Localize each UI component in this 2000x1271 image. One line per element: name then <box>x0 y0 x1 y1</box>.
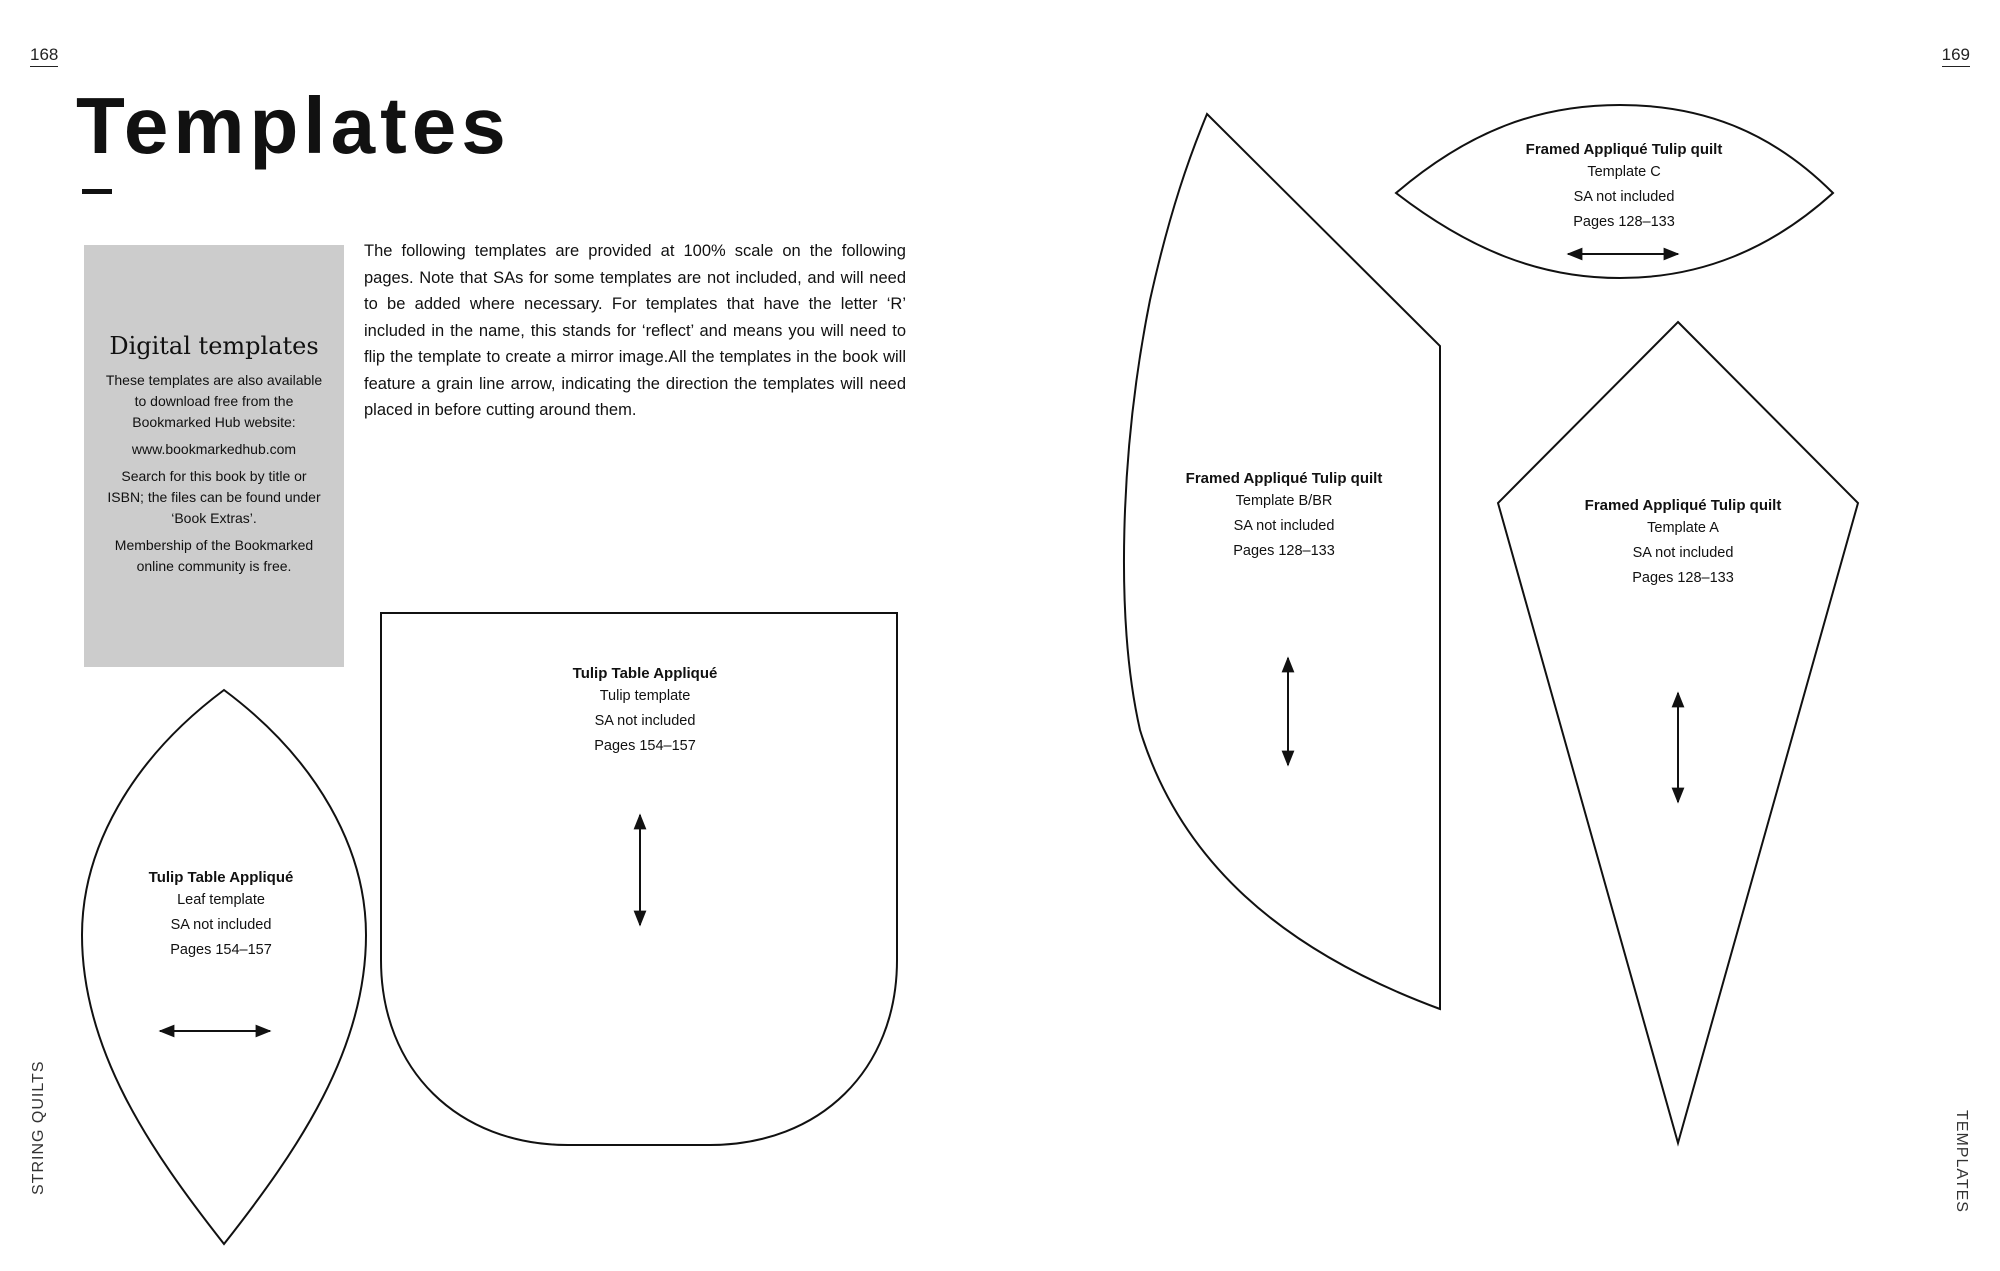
template-sa-note: SA not included <box>170 917 272 933</box>
tulip-template-label <box>573 664 718 759</box>
template-name: Template C <box>1587 164 1661 180</box>
template-name: Template B/BR <box>1235 493 1333 509</box>
template-sa-note: SA not included <box>1573 189 1675 205</box>
template-pages: Pages 154–157 <box>170 942 272 958</box>
template-pages: Pages 128–133 <box>1573 214 1675 230</box>
template-b-br-label <box>1186 469 1383 564</box>
template-sa-note: SA not included <box>594 713 696 729</box>
leaf-template-label <box>149 868 294 963</box>
template-title: Tulip Table Appliqué <box>572 665 718 682</box>
side-label-book-title: STRING QUILTS <box>30 1060 47 1195</box>
template-sa-note: SA not included <box>1632 545 1734 561</box>
template-name: Template A <box>1647 520 1719 536</box>
digital-templates-paragraph: These templates are also available to download free from the Bookmarked Hub website: <box>105 372 323 430</box>
template-pages: Pages 154–157 <box>594 738 696 754</box>
template-name: Leaf template <box>177 892 265 908</box>
digital-templates-url: www.bookmarkedhub.com <box>131 441 297 457</box>
template-title: Framed Appliqué Tulip quilt <box>1185 470 1383 487</box>
template-name: Tulip template <box>599 688 691 704</box>
template-title: Tulip Table Appliqué <box>148 869 294 886</box>
side-label-section: TEMPLATES <box>1953 1110 1970 1213</box>
page-number-left: 168 <box>30 44 58 67</box>
template-title: Framed Appliqué Tulip quilt <box>1584 497 1782 514</box>
template-c-label <box>1526 140 1723 235</box>
leaf-template-outline <box>82 690 366 1244</box>
digital-templates-paragraph: Membership of the Bookmarked online community is free. <box>114 537 314 574</box>
template-a-label <box>1585 496 1782 591</box>
template-sa-note: SA not included <box>1233 518 1335 534</box>
page-number-right: 169 <box>1942 44 1970 67</box>
intro-paragraph: The following templates are provided at 100% scale on the following pages. Note that SAs for some templates are not included, and will need to be added where necessary. For templates that have the letter ‘R’ included in the name, this stands for ‘reflect’ and means you will need to flip the template to create a mirror image.All the templates in the book will feature a grain line arrow, indicating the direction the templates will need placed in before cutting around them. <box>364 242 906 419</box>
template-pages: Pages 128–133 <box>1632 570 1734 586</box>
digital-templates-heading: Digital templates <box>109 332 319 360</box>
page-title: Templates <box>76 81 511 170</box>
template-pages: Pages 128–133 <box>1233 543 1335 559</box>
digital-templates-paragraph: Search for this book by title or ISBN; the files can be found under ‘Book Extras’. <box>107 468 321 526</box>
template-title: Framed Appliqué Tulip quilt <box>1525 141 1723 158</box>
